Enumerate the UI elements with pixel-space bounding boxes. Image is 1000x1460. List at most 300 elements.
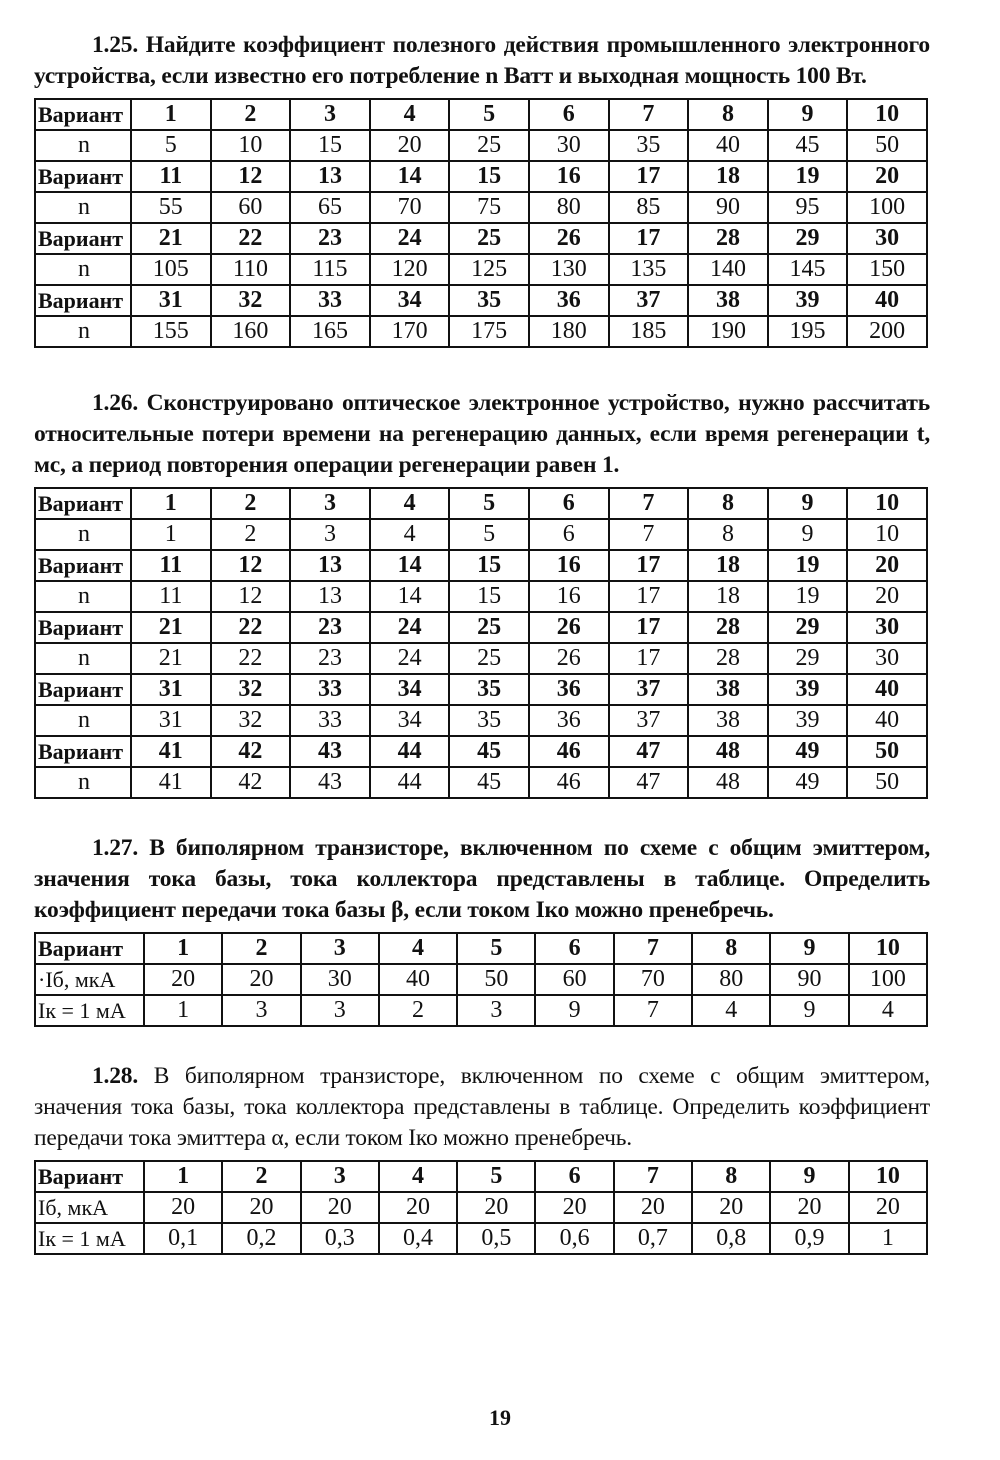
table-row — [35, 767, 927, 798]
value-cell: 70 — [614, 964, 692, 995]
variant-cell: 7 — [614, 1161, 692, 1192]
value-cell: 8 — [688, 519, 768, 550]
variant-cell: 17 — [609, 223, 689, 254]
table-header-row — [35, 99, 927, 130]
variant-cell: 3 — [290, 488, 370, 519]
table-header-row — [35, 488, 927, 519]
variant-cell: 9 — [770, 933, 848, 964]
value-cell: 155 — [131, 316, 211, 347]
variants-table — [34, 487, 928, 799]
value-cell: 3 — [301, 995, 379, 1026]
table-header-row — [35, 674, 927, 705]
value-cell: 20 — [144, 964, 222, 995]
variant-cell: 10 — [847, 488, 927, 519]
variant-cell: 23 — [290, 612, 370, 643]
variant-cell: 23 — [290, 223, 370, 254]
value-cell: 85 — [609, 192, 689, 223]
value-cell: 10 — [847, 519, 927, 550]
value-cell: 30 — [301, 964, 379, 995]
value-cell: 34 — [370, 705, 450, 736]
variant-cell: 37 — [609, 674, 689, 705]
value-cell: 7 — [609, 519, 689, 550]
variant-cell: 39 — [768, 285, 848, 316]
variant-cell: 16 — [529, 161, 609, 192]
variant-cell: 29 — [768, 223, 848, 254]
problem-1-26 — [34, 388, 930, 799]
table-header-row — [35, 161, 927, 192]
variant-cell: 1 — [131, 99, 211, 130]
variant-cell: 4 — [379, 1161, 457, 1192]
value-cell: 0,2 — [222, 1223, 300, 1254]
variant-cell: 5 — [457, 1161, 535, 1192]
variant-cell: 41 — [131, 736, 211, 767]
problem-body: Найдите коэффициент полезного действия промышленного электронного устройства, если известно его потребление n Ватт и выходная мощность 100 Вт. — [34, 32, 930, 89]
value-cell: 38 — [688, 705, 768, 736]
row-label: Iк = 1 мА — [35, 995, 144, 1026]
problem-text — [34, 30, 930, 92]
variant-cell: 2 — [211, 488, 291, 519]
variant-cell: 24 — [370, 223, 450, 254]
value-cell: 20 — [222, 964, 300, 995]
row-label: n — [35, 316, 131, 347]
value-cell: 4 — [849, 995, 927, 1026]
variant-cell: 13 — [290, 161, 370, 192]
variant-cell: 19 — [768, 161, 848, 192]
table-row — [35, 130, 927, 161]
table-header-row — [35, 285, 927, 316]
row-label: Iб, мкА — [35, 1192, 144, 1223]
variant-cell: 9 — [770, 1161, 848, 1192]
problem-number: 1.25. — [92, 32, 139, 58]
value-cell: 20 — [222, 1192, 300, 1223]
value-cell: 14 — [370, 581, 450, 612]
variant-cell: 32 — [211, 285, 291, 316]
variant-cell: 42 — [211, 736, 291, 767]
value-cell: 150 — [847, 254, 927, 285]
value-cell: 50 — [847, 767, 927, 798]
variant-cell: 25 — [449, 223, 529, 254]
value-cell: 9 — [768, 519, 848, 550]
value-cell: 80 — [692, 964, 770, 995]
page-number: 19 — [489, 1405, 511, 1430]
variant-cell: 18 — [688, 550, 768, 581]
table-row — [35, 705, 927, 736]
row-label: Вариант — [35, 99, 131, 130]
variant-cell: 12 — [211, 550, 291, 581]
variant-cell: 10 — [849, 1161, 927, 1192]
problem-1-27 — [34, 833, 930, 1027]
variant-cell: 25 — [449, 612, 529, 643]
variant-cell: 43 — [290, 736, 370, 767]
variant-cell: 17 — [609, 161, 689, 192]
value-cell: 0,4 — [379, 1223, 457, 1254]
value-cell: 115 — [290, 254, 370, 285]
variant-cell: 3 — [301, 933, 379, 964]
variant-cell: 31 — [131, 285, 211, 316]
value-cell: 135 — [609, 254, 689, 285]
variant-cell: 8 — [692, 933, 770, 964]
value-cell: 190 — [688, 316, 768, 347]
variant-cell: 22 — [211, 612, 291, 643]
variant-cell: 14 — [370, 550, 450, 581]
value-cell: 1 — [849, 1223, 927, 1254]
table-row — [35, 1192, 927, 1223]
variant-cell: 3 — [301, 1161, 379, 1192]
variant-cell: 2 — [211, 99, 291, 130]
value-cell: 1 — [144, 995, 222, 1026]
problem-body: В биполярном транзисторе, включенном по схеме с общим эмиттером, значения тока базы, тока коллектора представлены в таблице. Определить коэффициент передачи тока эмиттера α, если током Iко можно пренебречь. — [34, 1063, 930, 1151]
variant-cell: 3 — [290, 99, 370, 130]
variant-cell: 4 — [370, 488, 450, 519]
variant-cell: 15 — [449, 550, 529, 581]
row-label: Вариант — [35, 550, 131, 581]
problem-1-25 — [34, 30, 930, 348]
value-cell: 9 — [770, 995, 848, 1026]
value-cell: 3 — [290, 519, 370, 550]
variant-cell: 29 — [768, 612, 848, 643]
value-cell: 145 — [768, 254, 848, 285]
value-cell: 1 — [131, 519, 211, 550]
value-cell: 90 — [770, 964, 848, 995]
value-cell: 100 — [849, 964, 927, 995]
value-cell: 3 — [222, 995, 300, 1026]
value-cell: 13 — [290, 581, 370, 612]
variant-cell: 45 — [449, 736, 529, 767]
value-cell: 20 — [370, 130, 450, 161]
value-cell: 17 — [609, 643, 689, 674]
row-label: n — [35, 254, 131, 285]
row-label: Вариант — [35, 736, 131, 767]
variants-table — [34, 1160, 928, 1255]
value-cell: 130 — [529, 254, 609, 285]
variant-cell: 2 — [222, 933, 300, 964]
value-cell: 20 — [770, 1192, 848, 1223]
value-cell: 15 — [290, 130, 370, 161]
value-cell: 5 — [449, 519, 529, 550]
value-cell: 6 — [529, 519, 609, 550]
value-cell: 110 — [211, 254, 291, 285]
row-label: Вариант — [35, 161, 131, 192]
value-cell: 0,9 — [770, 1223, 848, 1254]
value-cell: 45 — [449, 767, 529, 798]
value-cell: 20 — [457, 1192, 535, 1223]
variant-cell: 17 — [609, 550, 689, 581]
value-cell: 32 — [211, 705, 291, 736]
variant-cell: 11 — [131, 550, 211, 581]
value-cell: 41 — [131, 767, 211, 798]
variant-cell: 7 — [609, 99, 689, 130]
value-cell: 29 — [768, 643, 848, 674]
variant-cell: 20 — [847, 550, 927, 581]
value-cell: 100 — [847, 192, 927, 223]
variant-cell: 24 — [370, 612, 450, 643]
variant-cell: 40 — [847, 674, 927, 705]
table-row — [35, 964, 927, 995]
value-cell: 25 — [449, 130, 529, 161]
value-cell: 3 — [457, 995, 535, 1026]
variant-cell: 5 — [457, 933, 535, 964]
variant-cell: 22 — [211, 223, 291, 254]
row-label: ·Iб, мкА — [35, 964, 144, 995]
value-cell: 0,7 — [614, 1223, 692, 1254]
variant-cell: 7 — [614, 933, 692, 964]
variant-cell: 33 — [290, 285, 370, 316]
value-cell: 20 — [144, 1192, 222, 1223]
variant-cell: 6 — [535, 1161, 613, 1192]
problem-text — [34, 388, 930, 481]
table-header-row — [35, 1161, 927, 1192]
value-cell: 44 — [370, 767, 450, 798]
variant-cell: 44 — [370, 736, 450, 767]
variant-cell: 35 — [449, 674, 529, 705]
value-cell: 170 — [370, 316, 450, 347]
row-label: Вариант — [35, 674, 131, 705]
value-cell: 160 — [211, 316, 291, 347]
value-cell: 39 — [768, 705, 848, 736]
variant-cell: 36 — [529, 285, 609, 316]
variant-cell: 47 — [609, 736, 689, 767]
variant-cell: 2 — [222, 1161, 300, 1192]
variant-cell: 37 — [609, 285, 689, 316]
value-cell: 20 — [692, 1192, 770, 1223]
row-label: Iк = 1 мА — [35, 1223, 144, 1254]
row-label: Вариант — [35, 488, 131, 519]
problem-number: 1.26. — [92, 390, 139, 416]
row-label: n — [35, 192, 131, 223]
value-cell: 20 — [847, 581, 927, 612]
table-row — [35, 1223, 927, 1254]
variant-cell: 9 — [768, 99, 848, 130]
value-cell: 195 — [768, 316, 848, 347]
value-cell: 2 — [211, 519, 291, 550]
variant-cell: 26 — [529, 223, 609, 254]
value-cell: 40 — [688, 130, 768, 161]
variant-cell: 10 — [847, 99, 927, 130]
value-cell: 185 — [609, 316, 689, 347]
problem-text — [34, 833, 930, 926]
value-cell: 15 — [449, 581, 529, 612]
variant-cell: 21 — [131, 223, 211, 254]
variant-cell: 38 — [688, 285, 768, 316]
variant-cell: 1 — [144, 1161, 222, 1192]
row-label: Вариант — [35, 1161, 144, 1192]
value-cell: 35 — [449, 705, 529, 736]
value-cell: 65 — [290, 192, 370, 223]
variant-cell: 5 — [449, 99, 529, 130]
table-row — [35, 254, 927, 285]
variant-cell: 11 — [131, 161, 211, 192]
problem-body: Сконструировано оптическое электронное устройство, нужно рассчитать относительные потери времени на регенерацию данных, если время регенерации t, мс, а период повторения операции регенерации равен 1. — [34, 390, 930, 478]
variant-cell: 30 — [847, 223, 927, 254]
value-cell: 4 — [692, 995, 770, 1026]
value-cell: 0,3 — [301, 1223, 379, 1254]
value-cell: 0,5 — [457, 1223, 535, 1254]
value-cell: 7 — [614, 995, 692, 1026]
variant-cell: 10 — [849, 933, 927, 964]
value-cell: 22 — [211, 643, 291, 674]
value-cell: 95 — [768, 192, 848, 223]
variant-cell: 8 — [688, 99, 768, 130]
value-cell: 26 — [529, 643, 609, 674]
value-cell: 17 — [609, 581, 689, 612]
value-cell: 28 — [688, 643, 768, 674]
row-label: n — [35, 767, 131, 798]
value-cell: 31 — [131, 705, 211, 736]
value-cell: 20 — [379, 1192, 457, 1223]
value-cell: 18 — [688, 581, 768, 612]
value-cell: 37 — [609, 705, 689, 736]
problem-number: 1.28. — [92, 1063, 139, 1089]
variant-cell: 35 — [449, 285, 529, 316]
variant-cell: 33 — [290, 674, 370, 705]
variant-cell: 9 — [768, 488, 848, 519]
variant-cell: 6 — [529, 488, 609, 519]
value-cell: 16 — [529, 581, 609, 612]
value-cell: 33 — [290, 705, 370, 736]
value-cell: 0,1 — [144, 1223, 222, 1254]
variant-cell: 12 — [211, 161, 291, 192]
value-cell: 49 — [768, 767, 848, 798]
problem-number: 1.27. — [92, 835, 139, 861]
table-header-row — [35, 612, 927, 643]
value-cell: 40 — [379, 964, 457, 995]
variant-cell: 19 — [768, 550, 848, 581]
row-label: n — [35, 519, 131, 550]
variant-cell: 8 — [692, 1161, 770, 1192]
variants-table — [34, 932, 928, 1027]
value-cell: 0,6 — [535, 1223, 613, 1254]
variant-cell: 6 — [535, 933, 613, 964]
value-cell: 35 — [609, 130, 689, 161]
variant-cell: 16 — [529, 550, 609, 581]
value-cell: 140 — [688, 254, 768, 285]
variant-cell: 18 — [688, 161, 768, 192]
table-header-row — [35, 933, 927, 964]
value-cell: 60 — [211, 192, 291, 223]
variant-cell: 49 — [768, 736, 848, 767]
value-cell: 36 — [529, 705, 609, 736]
variant-cell: 28 — [688, 223, 768, 254]
row-label: Вариант — [35, 285, 131, 316]
value-cell: 90 — [688, 192, 768, 223]
page-content — [34, 30, 930, 1255]
variant-cell: 4 — [379, 933, 457, 964]
row-label: Вариант — [35, 612, 131, 643]
value-cell: 70 — [370, 192, 450, 223]
variant-cell: 26 — [529, 612, 609, 643]
table-header-row — [35, 223, 927, 254]
value-cell: 20 — [535, 1192, 613, 1223]
value-cell: 120 — [370, 254, 450, 285]
variant-cell: 32 — [211, 674, 291, 705]
value-cell: 60 — [535, 964, 613, 995]
table-row — [35, 519, 927, 550]
value-cell: 9 — [535, 995, 613, 1026]
value-cell: 46 — [529, 767, 609, 798]
value-cell: 5 — [131, 130, 211, 161]
variant-cell: 48 — [688, 736, 768, 767]
variant-cell: 13 — [290, 550, 370, 581]
value-cell: 20 — [614, 1192, 692, 1223]
problem-text — [34, 1061, 930, 1154]
variant-cell: 36 — [529, 674, 609, 705]
value-cell: 50 — [457, 964, 535, 995]
variant-cell: 34 — [370, 674, 450, 705]
value-cell: 2 — [379, 995, 457, 1026]
value-cell: 75 — [449, 192, 529, 223]
problem-1-28 — [34, 1061, 930, 1255]
variant-cell: 4 — [370, 99, 450, 130]
value-cell: 24 — [370, 643, 450, 674]
variant-cell: 15 — [449, 161, 529, 192]
value-cell: 165 — [290, 316, 370, 347]
table-row — [35, 643, 927, 674]
value-cell: 50 — [847, 130, 927, 161]
value-cell: 11 — [131, 581, 211, 612]
row-label: n — [35, 581, 131, 612]
value-cell: 30 — [529, 130, 609, 161]
variant-cell: 1 — [131, 488, 211, 519]
value-cell: 175 — [449, 316, 529, 347]
variant-cell: 39 — [768, 674, 848, 705]
row-label: n — [35, 705, 131, 736]
value-cell: 40 — [847, 705, 927, 736]
variant-cell: 30 — [847, 612, 927, 643]
value-cell: 80 — [529, 192, 609, 223]
value-cell: 47 — [609, 767, 689, 798]
value-cell: 20 — [301, 1192, 379, 1223]
value-cell: 25 — [449, 643, 529, 674]
value-cell: 180 — [529, 316, 609, 347]
value-cell: 4 — [370, 519, 450, 550]
value-cell: 10 — [211, 130, 291, 161]
variant-cell: 40 — [847, 285, 927, 316]
value-cell: 0,8 — [692, 1223, 770, 1254]
variant-cell: 1 — [144, 933, 222, 964]
variant-cell: 46 — [529, 736, 609, 767]
value-cell: 19 — [768, 581, 848, 612]
variant-cell: 6 — [529, 99, 609, 130]
variant-cell: 34 — [370, 285, 450, 316]
value-cell: 200 — [847, 316, 927, 347]
variant-cell: 7 — [609, 488, 689, 519]
problem-body: В биполярном транзисторе, включенном по схеме с общим эмиттером, значения тока базы, тока коллектора представлены в таблице. Определить коэффициент передачи тока базы β, если током Iко можно пренебречь. — [34, 835, 930, 923]
value-cell: 48 — [688, 767, 768, 798]
table-row — [35, 316, 927, 347]
row-label: n — [35, 643, 131, 674]
variant-cell: 20 — [847, 161, 927, 192]
variant-cell: 31 — [131, 674, 211, 705]
variant-cell: 5 — [449, 488, 529, 519]
table-row — [35, 995, 927, 1026]
variant-cell: 8 — [688, 488, 768, 519]
value-cell: 23 — [290, 643, 370, 674]
value-cell: 42 — [211, 767, 291, 798]
variants-table — [34, 98, 928, 348]
variant-cell: 21 — [131, 612, 211, 643]
row-label: Вариант — [35, 223, 131, 254]
value-cell: 105 — [131, 254, 211, 285]
row-label: Вариант — [35, 933, 144, 964]
table-row — [35, 581, 927, 612]
variant-cell: 14 — [370, 161, 450, 192]
table-header-row — [35, 550, 927, 581]
variant-cell: 38 — [688, 674, 768, 705]
value-cell: 20 — [849, 1192, 927, 1223]
value-cell: 12 — [211, 581, 291, 612]
value-cell: 30 — [847, 643, 927, 674]
variant-cell: 17 — [609, 612, 689, 643]
